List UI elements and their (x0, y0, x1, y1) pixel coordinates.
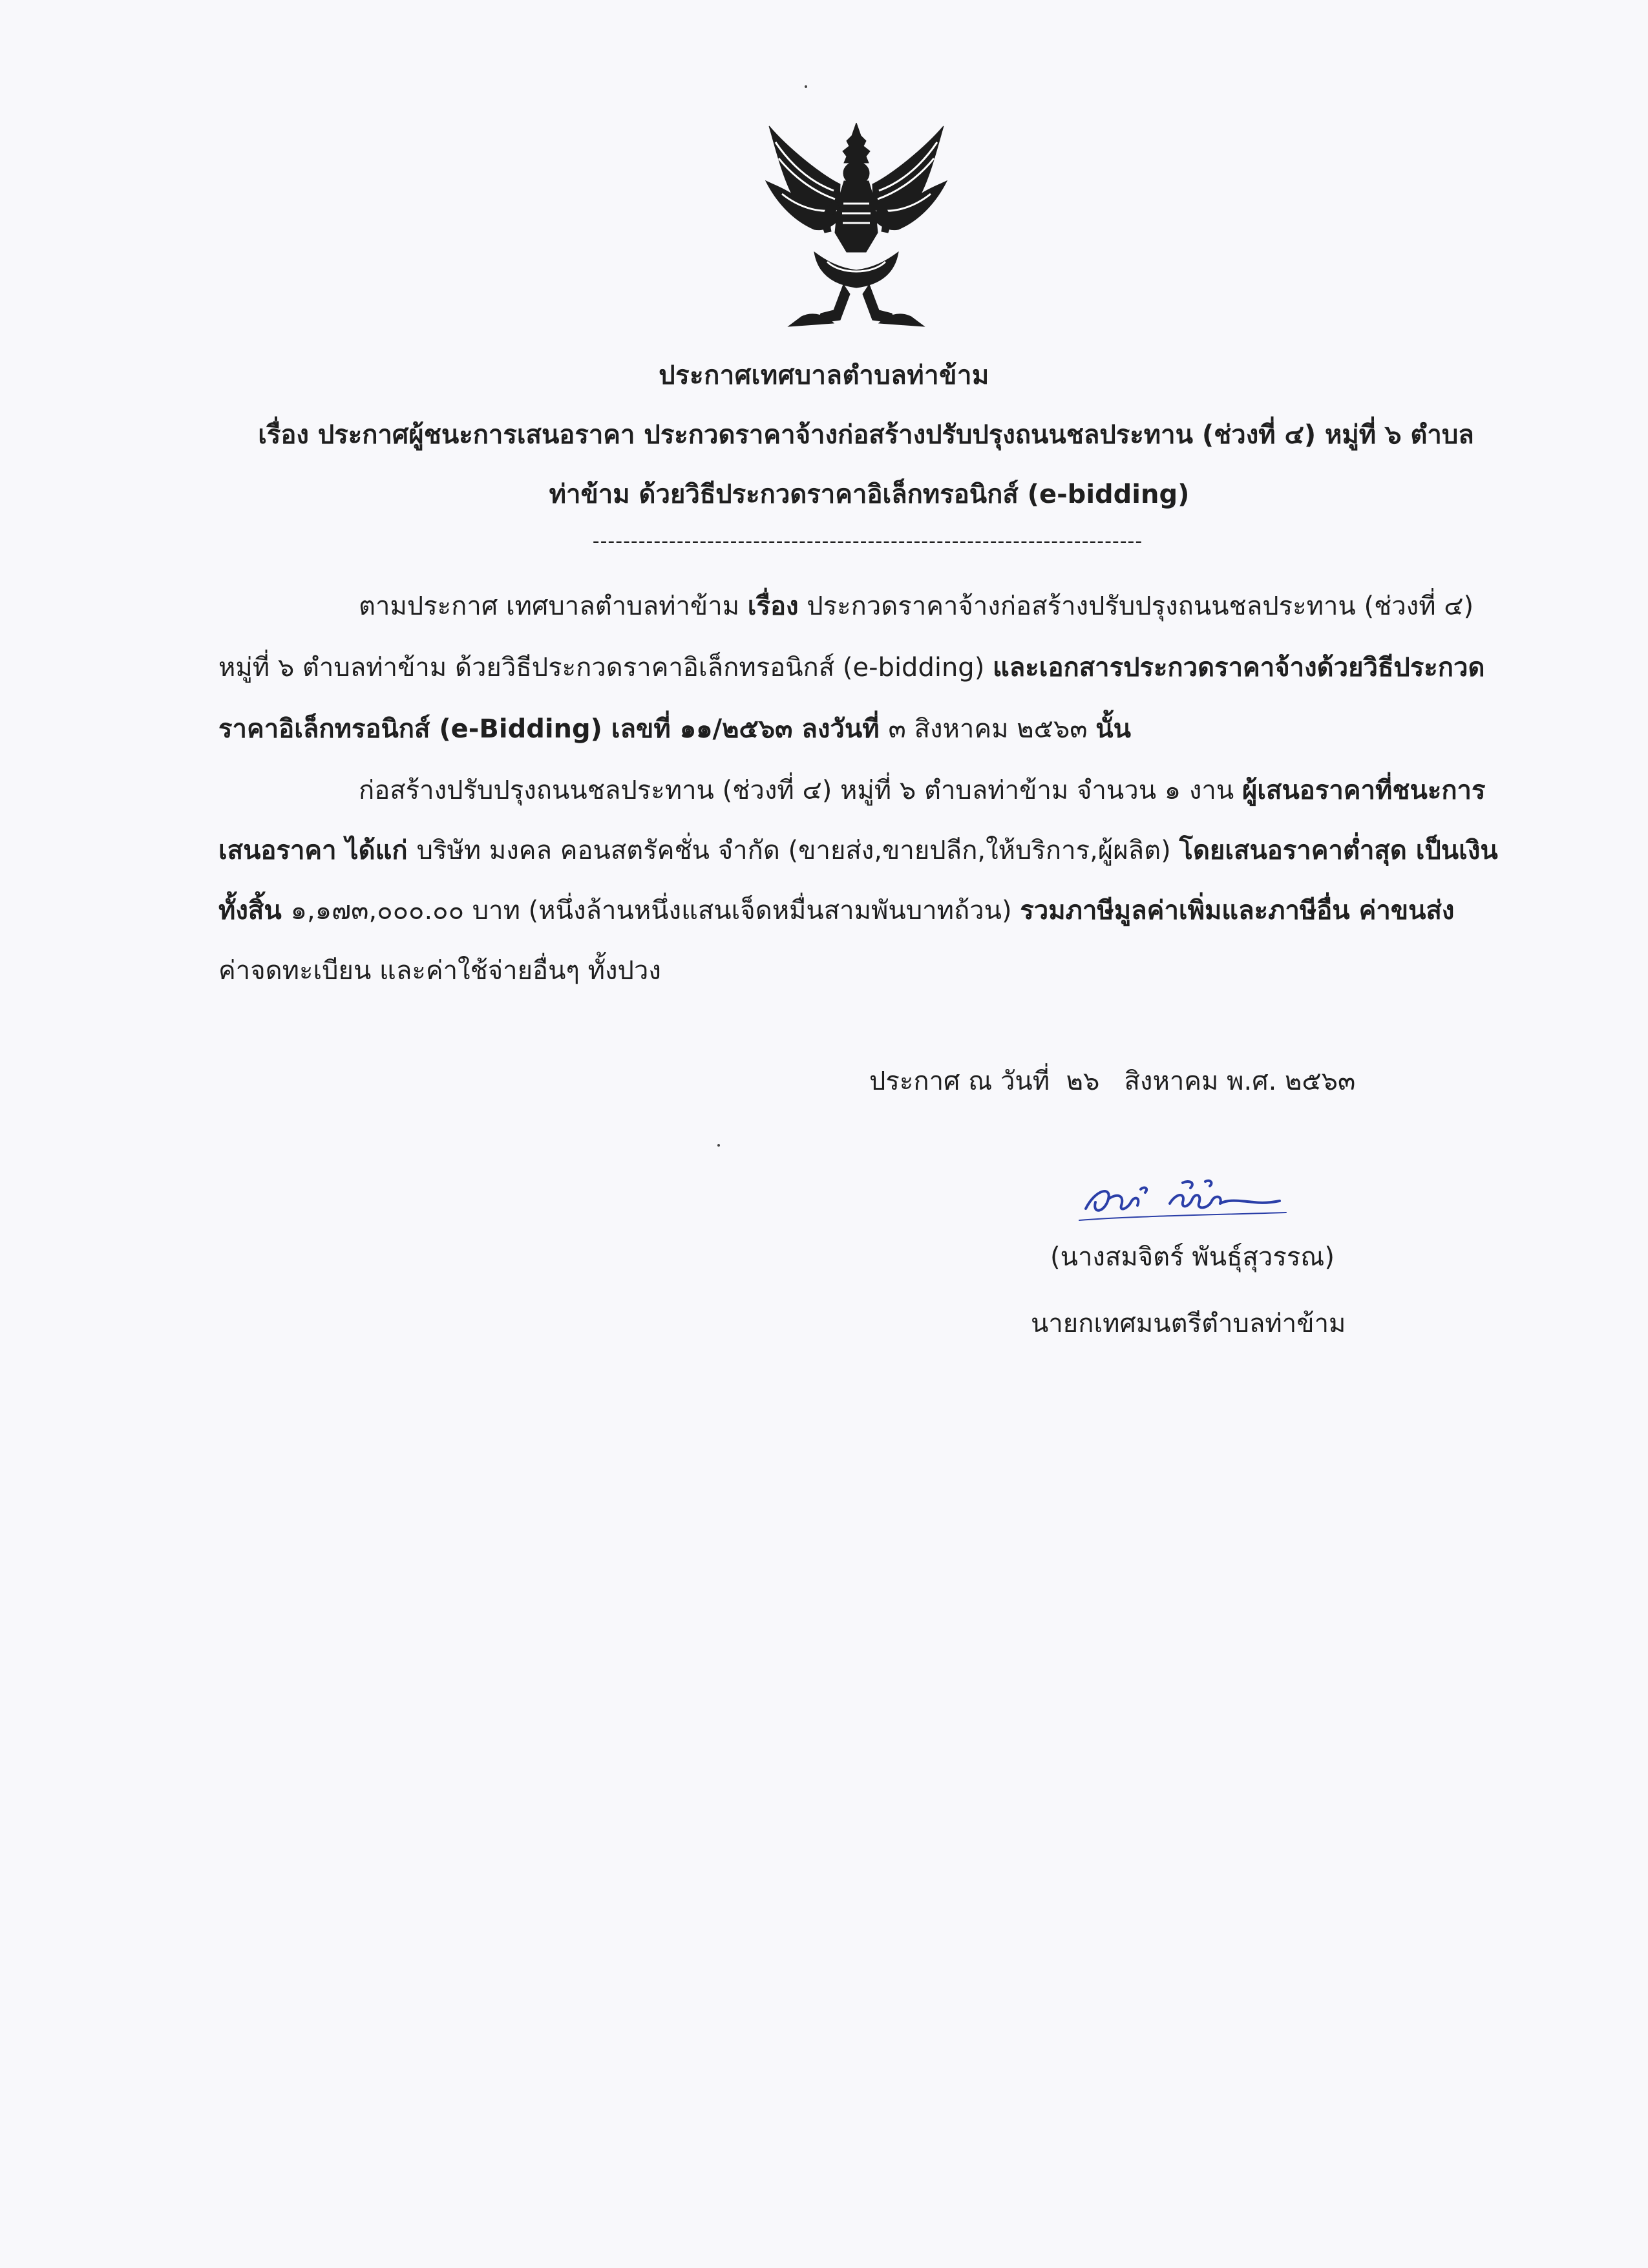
paragraph1-line3-c: ๓ สิงหาคม ๒๕๖๓ (888, 714, 1096, 744)
announcement-org-title: ประกาศเทศบาลตำบลท่าข้าม (659, 361, 989, 390)
paragraph2-line1 (359, 769, 1486, 811)
paragraph2-line2-c: โดยเสนอราคาต่ำสุด เป็นเงิน (1179, 836, 1498, 865)
paragraph2-line3-c: รวมภาษีมูลค่าเพิ่มและภาษีอื่น ค่าขนส่ง (1020, 896, 1455, 926)
separator-line: ------------------------------------------------------------------------ (592, 530, 1143, 553)
paragraph2-line1-a: ก่อสร้างปรับปรุงถนนชลประทาน (ช่วงที่ ๔) หมู่ที่ ๖ ตำบลท่าข้าม จำนวน ๑ งาน (359, 776, 1242, 805)
signatory-name: (นางสมจิตร์ พันธุ์สุวรรณ) (1050, 1242, 1335, 1272)
announcement-date-day: ๒๖ (1066, 1066, 1100, 1096)
paragraph2-line3-b: ๑,๑๗๓,๐๐๐.๐๐ บาท (หนึ่งล้านหนึ่งแสนเจ็ดหมื่นสามพันบาทถ้วน) (290, 896, 1020, 926)
paragraph2-line2-a: เสนอราคา ได้แก่ (218, 836, 417, 865)
paragraph2-line4 (218, 949, 661, 991)
scan-speck (717, 1144, 720, 1147)
announcement-date-month-year: สิงหาคม พ.ศ. ๒๕๖๓ (1124, 1066, 1356, 1096)
paragraph2-line2-b: บริษัท มงคล คอนสตรัคชั่น จำกัด (ขายส่ง,ขายปลีก,ให้บริการ,ผู้ผลิต) (416, 836, 1179, 865)
paragraph1-line1-c: ประกวดราคาจ้างก่อสร้างปรับปรุงถนนชลประทาน (ช่วงที่ ๔) (798, 591, 1474, 621)
paragraph1-line2 (218, 646, 1484, 688)
announcement-date-label: ประกาศ ณ วันที่ (869, 1066, 1050, 1096)
paragraph2-line2 (218, 829, 1498, 871)
paragraph2-line3 (218, 889, 1454, 931)
signatory-position: นายกเทศมนตรีตำบลท่าข้าม (1031, 1309, 1346, 1339)
paragraph1-line3-d: นั้น (1095, 714, 1131, 744)
paragraph2-line3-a: ทั้งสิ้น (218, 896, 291, 926)
paragraph2-line1-b: ผู้เสนอราคาที่ชนะการ (1241, 776, 1486, 805)
paragraph1-line3-b: เลขที่ ๑๑/๒๕๖๓ ลงวันที่ (611, 714, 889, 744)
paragraph1-line1 (359, 585, 1474, 626)
scan-speck (805, 85, 807, 88)
paragraph1-line1-b: เรื่อง (747, 591, 799, 621)
announcement-subject-line-1: เรื่อง ประกาศผู้ชนะการเสนอราคา ประกวดราคาจ้างก่อสร้างปรับปรุงถนนชลประทาน (ช่วงที่ ๔) หมู่ที่ ๖ ตำบล (258, 420, 1474, 450)
paragraph1-line3 (218, 708, 1131, 749)
paragraph1-line2-a: หมู่ที่ ๖ ตำบลท่าข้าม ด้วยวิธีประกวดราคาอิเล็กทรอนิกส์ (e-bidding) (218, 653, 993, 683)
paragraph1-line3-a: ราคาอิเล็กทรอนิกส์ (e-Bidding) (218, 714, 611, 744)
paragraph1-line2-b: และเอกสารประกวดราคาจ้างด้วยวิธีประกวด (993, 653, 1485, 683)
paragraph2-line4-text: ค่าจดทะเบียน และค่าใช้จ่ายอื่นๆ ทั้งปวง (218, 956, 661, 986)
garuda-emblem-icon (763, 123, 950, 330)
announcement-subject-line-2: ท่าข้าม ด้วยวิธีประกวดราคาอิเล็กทรอนิกส์ (e-bidding) (549, 480, 1190, 509)
handwritten-signature-icon (1073, 1163, 1293, 1235)
paragraph1-line1-a: ตามประกาศ เทศบาลตำบลท่าข้าม (359, 591, 748, 621)
announcement-date (869, 1060, 1355, 1101)
